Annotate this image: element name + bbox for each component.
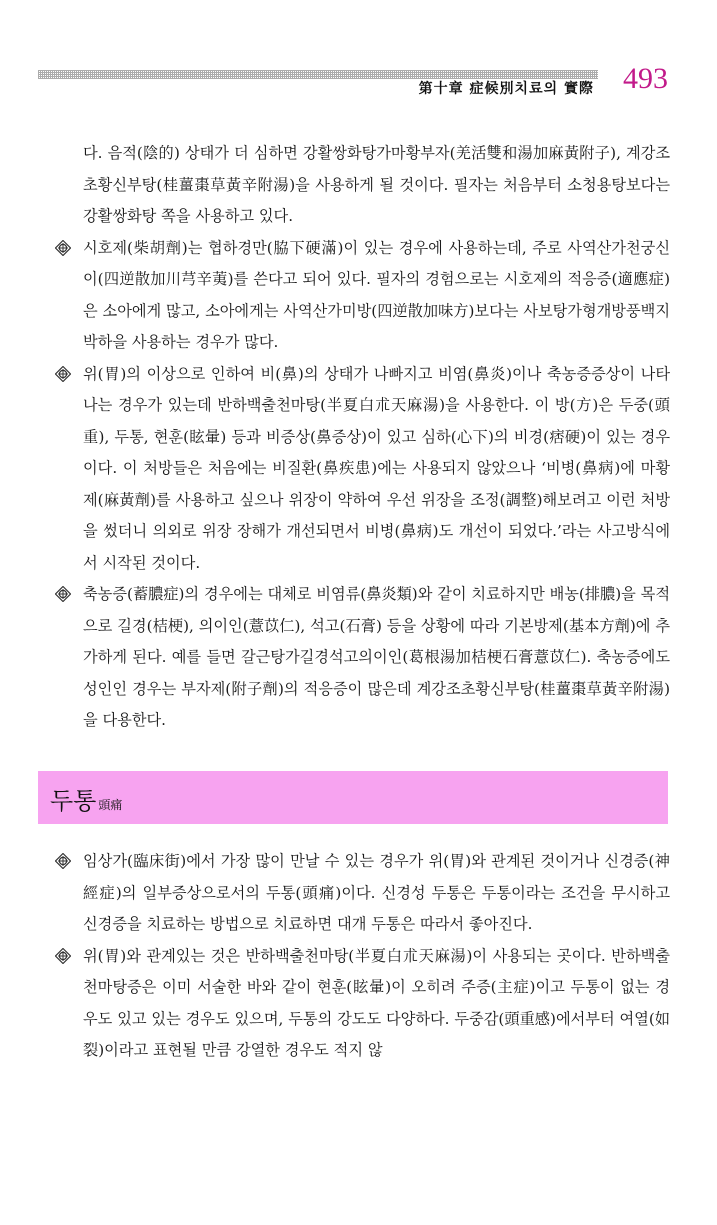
paragraph-text: 임상가(臨床街)에서 가장 많이 만날 수 있는 경우가 위(胃)와 관계된 것이거나 신경증(神經症)의 일부증상으로서의 두통(頭痛)이다. 신경성 두통은 두통이라는 조건을 무시하고 신경증을 치료하는 방법으로 치료하면 대개 두통은 따라서 좋아진다. bbox=[83, 852, 670, 933]
paragraph-text: 다. 음적(陰的) 상태가 더 심하면 강활쌍화탕가마황부자(羌活雙和湯加麻黃附子), 계강조초황신부탕(桂薑棗草黃辛附湯)을 사용하게 될 것이다. 필자는 처음부터 소청용탕보다는 강활쌍화탕 쪽을 사용하고 있다. bbox=[83, 144, 670, 225]
bullet-paragraph bbox=[55, 941, 670, 1067]
page-number: 493 bbox=[623, 62, 668, 95]
bullet-paragraph bbox=[55, 233, 670, 359]
paragraph bbox=[55, 138, 670, 233]
paragraph-text: 위(胃)의 이상으로 인하여 비(鼻)의 상태가 나빠지고 비염(鼻炎)이나 축농증증상이 나타나는 경우가 있는데 반하백출천마탕(半夏白朮天麻湯)을 사용한다. 이 방(方)은 두중(頭重), 두통, 현훈(眩暈) 등과 비증상(鼻증상)이 있고 심하(心下)의 비경(痞硬)이 있는 경우이다. 이 처방들은 처음에는 비질환(鼻疾患)에는 사용되지 않았으나 ‘비병(鼻病)에 마황제(麻黃劑)를 사용하고 싶으나 위장이 약하여 우선 위장을 조정(調整)해보려고 이런 처방을 썼더니 의외로 위장 장해가 개선되면서 비병(鼻病)도 개선이 되었다.’라는 사고방식에서 시작된 것이다. bbox=[83, 364, 670, 572]
chapter-title: 第十章 症候別치료의 實際 bbox=[418, 81, 594, 97]
diamond-bullet-icon bbox=[55, 853, 71, 869]
bullet-paragraph bbox=[55, 359, 670, 580]
paragraph-text: 시호제(柴胡劑)는 협하경만(脇下硬滿)이 있는 경우에 사용하는데, 주로 사역산가천궁신이(四逆散加川芎辛荑)를 쓴다고 되어 있다. 필자의 경험으로는 시호제의 적응증(適應症)은 소아에게 많고, 소아에게는 사역산가미방(四逆散加味方)보다는 사보탕가형개방풍백지박하을 사용하는 경우가 많다. bbox=[83, 238, 670, 351]
diamond-bullet-icon bbox=[55, 366, 71, 382]
paragraph-text: 축농증(蓄膿症)의 경우에는 대체로 비염류(鼻炎類)와 같이 치료하지만 배농(排膿)을 목적으로 길경(桔梗), 의이인(薏苡仁), 석고(石膏) 등을 상황에 따라 기본방제(基本方劑)에 추가하게 된다. 예를 들면 갈근탕가길경석고의이인(葛根湯加桔梗石膏薏苡仁). 축농증에도 성인인 경우는 부자제(附子劑)의 적응증이 많은데 계강조초황신부탕(桂薑棗草黃辛附湯)을 다용한다. bbox=[83, 585, 670, 729]
running-header bbox=[38, 60, 668, 104]
section-subtitle: 頭痛 bbox=[98, 798, 123, 812]
diamond-bullet-icon bbox=[55, 948, 71, 964]
diamond-bullet-icon bbox=[55, 586, 71, 602]
bullet-paragraph bbox=[55, 846, 670, 941]
section-title: 두통 bbox=[50, 787, 97, 815]
section-heading bbox=[50, 781, 122, 816]
diamond-bullet-icon bbox=[55, 240, 71, 256]
paragraph-text: 위(胃)와 관계있는 것은 반하백출천마탕(半夏白朮天麻湯)이 사용되는 곳이다. 반하백출천마탕증은 이미 서술한 바와 같이 현훈(眩暈)이 오히려 주증(主症)이고 두통이 없는 경우도 있고 있는 경우도 있으며, 두통의 강도도 다양하다. 두중감(頭重感)에서부터 여열(如裂)이라고 표현될 만큼 강열한 경우도 적지 않 bbox=[83, 946, 670, 1059]
bullet-paragraph bbox=[55, 579, 670, 737]
section-1-body bbox=[55, 138, 670, 737]
section-heading-band bbox=[38, 771, 668, 824]
section-2-body bbox=[55, 846, 670, 1067]
